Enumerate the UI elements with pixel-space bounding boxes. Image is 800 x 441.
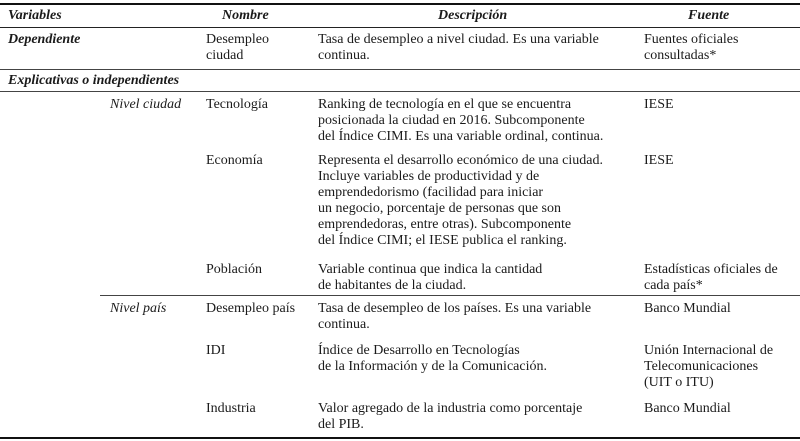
row-desempleo-pais-descripcion: Tasa de desempleo de los países. Es una variable continua.	[318, 301, 592, 332]
row-poblacion-nombre: Población	[206, 262, 262, 277]
table-bottom-rule	[0, 437, 800, 439]
dependiente-bottom-rule	[0, 69, 800, 70]
row-industria-fuente: Banco Mundial	[644, 401, 731, 416]
group-nivel-ciudad: Nivel ciudad	[110, 97, 182, 112]
header-bottom-rule	[0, 27, 800, 28]
row-poblacion-descripcion: Variable continua que indica la cantidad de habitantes de la ciudad.	[318, 262, 543, 293]
header-fuente: Fuente	[688, 8, 730, 23]
header-variables: Variables	[8, 8, 62, 23]
row-idi-nombre: IDI	[206, 343, 226, 358]
row-desempleo-ciudad-nombre: Desempleo ciudad	[206, 32, 269, 63]
row-tecnologia-nombre: Tecnología	[206, 97, 268, 112]
row-desempleo-ciudad-fuente: Fuentes oficiales consultadas*	[644, 32, 739, 63]
row-economia-descripcion: Representa el desarrollo económico de una ciudad. Incluye variables de productividad y de emprendedorismo (facilidad para iniciar un negocio, porcentaje de personas que son emprendedoras, entre otras). Subcomponente del Índice CIMI; el IESE publica el ranking.	[318, 153, 603, 248]
row-industria-nombre: Industria	[206, 401, 256, 416]
header-nombre: Nombre	[222, 8, 269, 23]
row-desempleo-pais-fuente: Banco Mundial	[644, 301, 731, 316]
table-top-rule	[0, 3, 800, 5]
row-economia-nombre: Economía	[206, 153, 263, 168]
group-nivel-pais: Nivel país	[110, 301, 167, 316]
header-descripcion: Descripción	[438, 8, 508, 23]
row-poblacion-fuente: Estadísticas oficiales de cada país*	[644, 262, 778, 293]
row-idi-descripcion: Índice de Desarrollo en Tecnologías de la Información y de la Comunicación.	[318, 343, 547, 374]
row-tecnologia-fuente: IESE	[644, 97, 674, 112]
group-dependiente: Dependiente	[8, 32, 81, 47]
nivel-pais-top-rule	[100, 295, 800, 296]
row-idi-fuente: Unión Internacional de Telecomunicaciones (UIT o ITU)	[644, 343, 774, 390]
row-economia-fuente: IESE	[644, 153, 674, 168]
row-desempleo-pais-nombre: Desempleo país	[206, 301, 296, 316]
row-tecnologia-descripcion: Ranking de tecnología en el que se encuentra posicionada la ciudad en 2016. Subcomponente del Índice CIMI. Es una variable ordinal, continua.	[318, 97, 604, 144]
explicativas-bottom-rule	[0, 91, 800, 92]
row-industria-descripcion: Valor agregado de la industria como porcentaje del PIB.	[318, 401, 583, 432]
row-desempleo-ciudad-descripcion: Tasa de desempleo a nivel ciudad. Es una variable continua.	[318, 32, 599, 63]
group-explicativas: Explicativas o independientes	[8, 73, 180, 88]
